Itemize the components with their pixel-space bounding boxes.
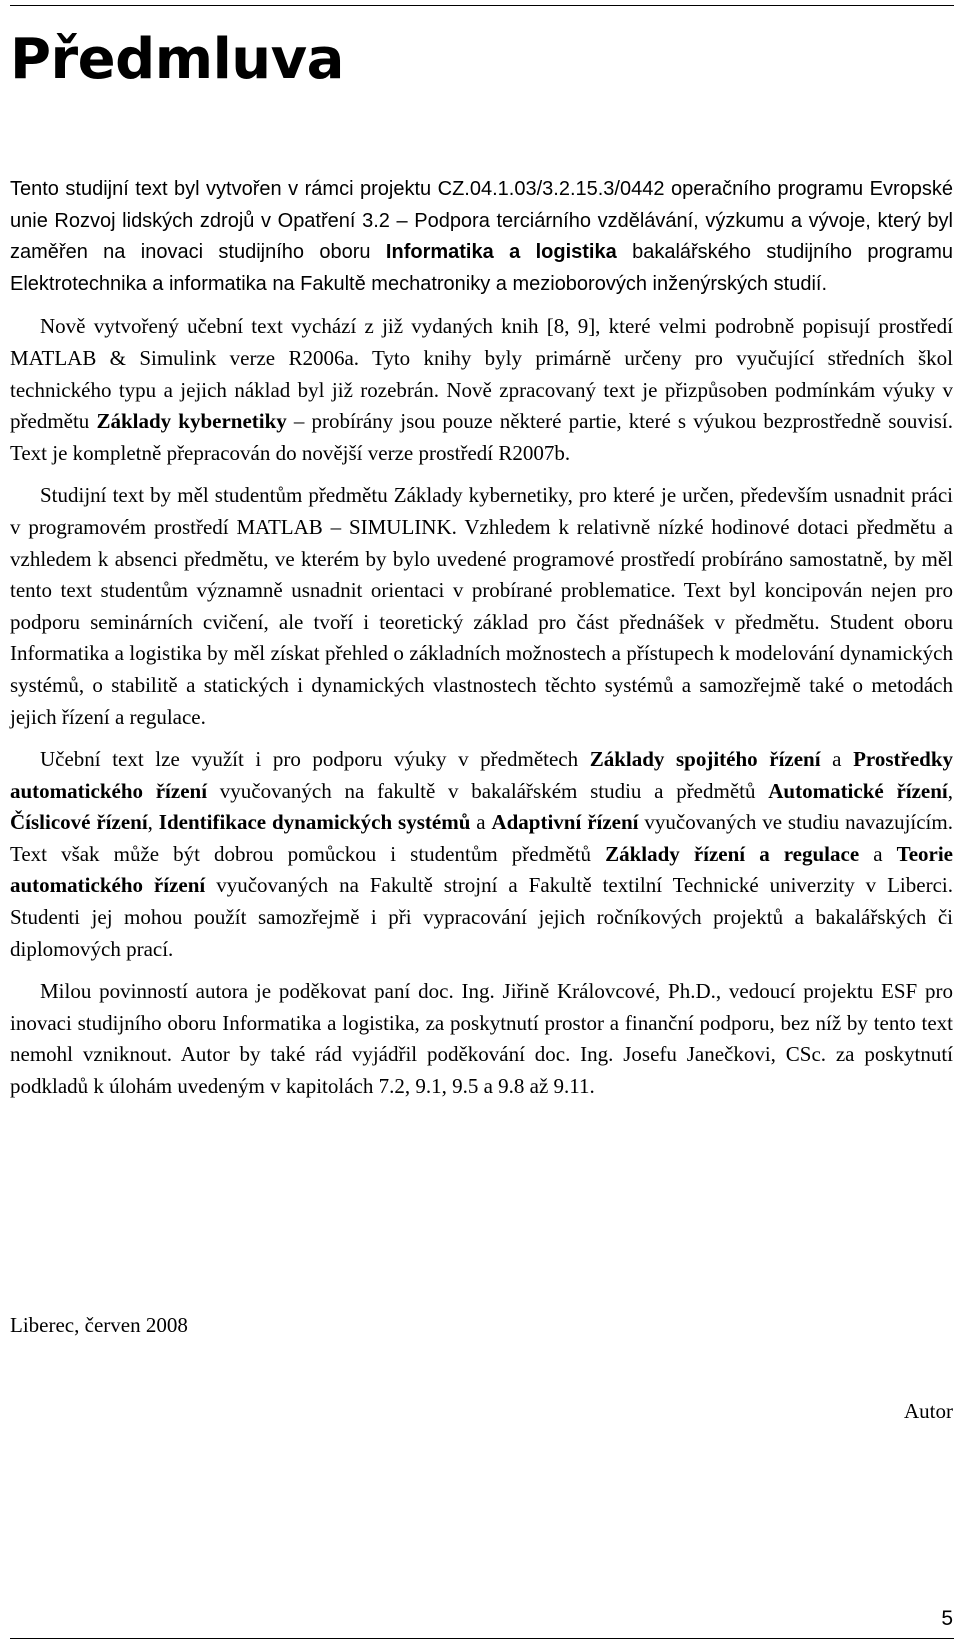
text-run: vyučovaných na fakultě v bakalářském studiu a předmětů	[207, 778, 769, 803]
paragraph-3	[10, 480, 953, 733]
text-run: Studijní text by měl studentům předmětu Základy kybernetiky, pro které je určen, především usnadnit práci v programovém prostředí MATLAB – SIMULINK. Vzhledem k relativně nízké hodinové dotaci předmětu a vzhledem k absenci předmětu, ve kterém by bylo uvedené programové prostředí probíráno samostatně, by měl tento text studentům významně usnadnit orientaci v probírané problematice. Text byl koncipován nejen pro podporu seminárních cvičení, ale tvoří i teoretický základ pro část přednášek v předmětu. Student oboru Informatika a logistika by měl získat přehled o základních možnostech a přístupech k modelování dynamických systémů, o stabilitě a statických i dynamických vlastnostech těchto systémů a samozřejmě také o metodách jejich řízení a regulace.	[10, 483, 953, 729]
bold-term: Automatické řízení	[768, 778, 948, 803]
text-run: vyučovaných ve studiu navazujícím. Text však může být dobrou pomůckou i studentům předmětů	[10, 810, 953, 866]
page-number: 5	[941, 1607, 953, 1630]
text-run: – probírány jsou pouze některé partie, které s výukou bezprostředně souvisí. Text je kompletně přepracován do novější verze prostředí R2007b.	[10, 409, 953, 465]
paragraph-4	[10, 744, 953, 965]
bold-term: Adaptivní řízení	[491, 810, 639, 835]
top-rule	[10, 5, 954, 6]
text-run: bakalářského studijního programu Elektrotechnika a informatika na Fakultě mechatroniky a mezioborových inženýrských studií.	[10, 241, 953, 295]
preface-body	[10, 174, 953, 1114]
text-run: ,	[147, 810, 159, 835]
text-run: ,	[947, 778, 953, 803]
text-run: a	[470, 810, 492, 835]
text-run: a	[820, 747, 854, 772]
bold-term: Základy spojitého řízení	[589, 747, 821, 772]
bold-term: Číslicové řízení	[10, 810, 148, 835]
text-run: Milou povinností autora je poděkovat paní doc. Ing. Jiřině Královcové, Ph.D., vedoucí projektu ESF pro inovaci studijního oboru Informatika a logistika, za poskytnutí prostor a finanční podporu, bez níž by tento text nemohl vzniknout. Autor by také rád vyjádřil poděkování doc. Ing. Josefu Janečkovi, CSc. za poskytnutí podkladů k úlohám uvedeným v kapitolách 7.2, 9.1, 9.5 a 9.8 až 9.11.	[10, 979, 953, 1099]
page-title: Předmluva	[10, 27, 344, 92]
bottom-rule	[10, 1638, 954, 1639]
bold-term: Identifikace dynamických systémů	[158, 810, 471, 835]
author-signature: Autor	[904, 1399, 953, 1423]
bold-term: Základy kybernetiky	[96, 409, 287, 434]
paragraph-5	[10, 976, 953, 1102]
bold-term: Informatika a logistika	[385, 241, 617, 264]
text-run: a	[859, 841, 897, 866]
text-run: Nově vytvořený učební text vychází z již vydaných knih [8, 9], které velmi podrobně popisují prostředí MATLAB & Simulink verze R2006a. Tyto knihy byly primárně určeny pro vyučující středních škol technického typu a jejich náklad byl již rozebrán. Nově zpracovaný text je přizpůsoben podmínkám výuky v předmětu	[10, 314, 953, 434]
paragraph-2	[10, 311, 953, 469]
bold-term: Prostředky automatického řízení	[10, 747, 953, 803]
bold-term: Teorie automatického řízení	[10, 841, 953, 898]
signoff-place-date: Liberec, červen 2008	[10, 1313, 188, 1337]
paragraph-1	[10, 174, 953, 300]
text-run: vyučovaných na Fakultě strojní a Fakultě textilní Technické univerzity v Liberci. Studenti jej mohou použít samozřejmě i při vypracování jejich ročníkových projektů a bakalářských či diplomových prací.	[10, 873, 953, 961]
text-run: Učební text lze využít i pro podporu výuky v předmětech	[40, 747, 590, 772]
bold-term: Základy řízení a regulace	[605, 841, 860, 866]
text-run: Tento studijní text byl vytvořen v rámci projektu CZ.04.1.03/3.2.15.3/0442 operačního programu Evropské unie Rozvoj lidských zdrojů v Opatření 3.2 – Podpora terciárního vzdělávání, výzkumu a vývoje, který byl zaměřen na inovaci studijního oboru	[10, 178, 953, 264]
